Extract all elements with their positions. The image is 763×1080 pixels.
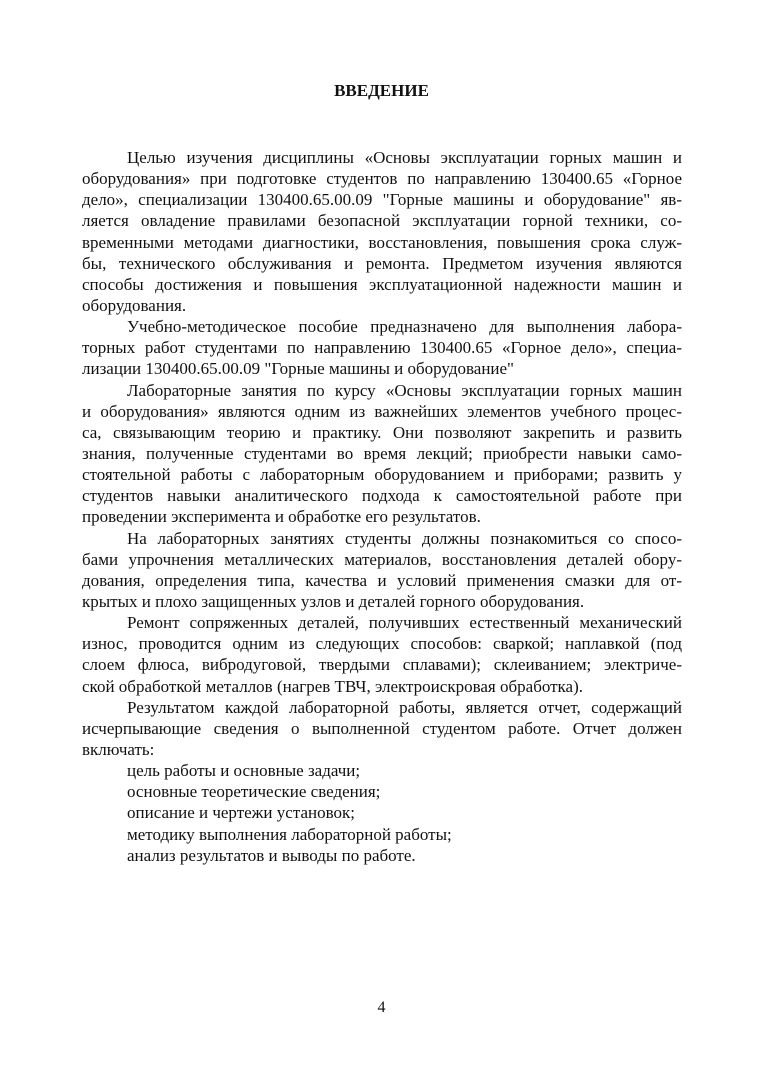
paragraph-line: способы достижения и повышения эксплуатационной надежности машин и (82, 274, 682, 294)
report-contents-list (82, 760, 682, 866)
paragraph-line: На лабораторных занятиях студенты должны познакомиться со спосо- (127, 528, 682, 548)
paragraph (82, 147, 682, 316)
paragraph-line: слоем флюса, вибродуговой, твердыми сплавами); склеиванием; электриче- (82, 655, 682, 675)
list-item: цель работы и основные задачи; (127, 761, 361, 781)
list-item: описание и чертежи установок; (127, 803, 355, 823)
paragraph (82, 316, 682, 379)
paragraph-line: бами упрочнения металлических материалов, восстановления деталей обору- (82, 549, 682, 569)
paragraph-line: оборудования» при подготовке студентов по направлению 130400.65 «Горное (82, 169, 682, 189)
paragraph (82, 380, 682, 528)
paragraph-line: лизации 130400.65.00.09 "Горные машины и оборудование" (82, 359, 514, 379)
paragraph-line: исчерпывающие сведения о выполненной студентом работе. Отчет должен (82, 718, 682, 738)
paragraph-line: бы, технического обслуживания и ремонта. Предметом изучения являются (82, 253, 682, 273)
paragraph-line: включать: (82, 739, 155, 759)
paragraph-line: студентов навыки аналитического подхода к самостоятельной работе при (82, 486, 682, 506)
paragraph-line: Лабораторные занятия по курсу «Основы эксплуатации горных машин (127, 380, 682, 400)
paragraph-line: проведении эксперимента и обработке его результатов. (82, 507, 481, 527)
paragraph-line: крытых и плохо защищенных узлов и деталей горного оборудования. (82, 591, 585, 611)
paragraph-line: ляется овладение правилами безопасной эксплуатации горной техники, со- (82, 211, 682, 231)
paragraph-line: знания, полученные студентами во время лекций; приобрести навыки само- (82, 443, 682, 463)
paragraph (82, 528, 682, 613)
page-number: 4 (377, 999, 386, 1016)
paragraph-line: торных работ студентами по направлению 130400.65 «Горное дело», специа- (82, 338, 682, 358)
section-title: ВВЕДЕНИЕ (334, 81, 429, 100)
paragraph-line: стоятельной работы с лабораторным оборудованием и приборами; развить у (82, 465, 682, 485)
paragraph (82, 612, 682, 697)
paragraph-line: Целью изучения дисциплины «Основы эксплуатации горных машин и (127, 148, 682, 167)
document-body (82, 147, 682, 866)
list-item: анализ результатов и выводы по работе. (127, 845, 416, 865)
paragraph-line: Результатом каждой лабораторной работы, является отчет, содержащий (127, 697, 682, 717)
paragraph-line: са, связывающим теорию и практику. Они позволяют закрепить и развить (82, 422, 682, 442)
paragraph-line: временными методами диагностики, восстановления, повышения срока служ- (82, 232, 682, 252)
paragraph-line: ской обработкой металлов (нагрев ТВЧ, электроискровая обработка). (82, 676, 584, 696)
list-item: методику выполнения лабораторной работы; (127, 824, 452, 844)
paragraph-line: Учебно-методическое пособие предназначено для выполнения лабора- (127, 317, 682, 337)
paragraph-line: Ремонт сопряженных деталей, получивших естественный механический (127, 613, 682, 633)
paragraph (82, 697, 682, 760)
paragraph-line: дования, определения типа, качества и условий применения смазки для от- (82, 570, 682, 590)
paragraph-line: и оборудования» являются одним из важнейших элементов учебного процес- (82, 401, 682, 421)
paragraph-line: дело», специализации 130400.65.00.09 "Горные машины и оборудование" яв- (82, 190, 682, 210)
list-item: основные теоретические сведения; (127, 782, 381, 802)
paragraph-line: износ, проводится одним из следующих способов: сваркой; наплавкой (под (82, 634, 682, 654)
paragraph-line: оборудования. (82, 295, 187, 315)
